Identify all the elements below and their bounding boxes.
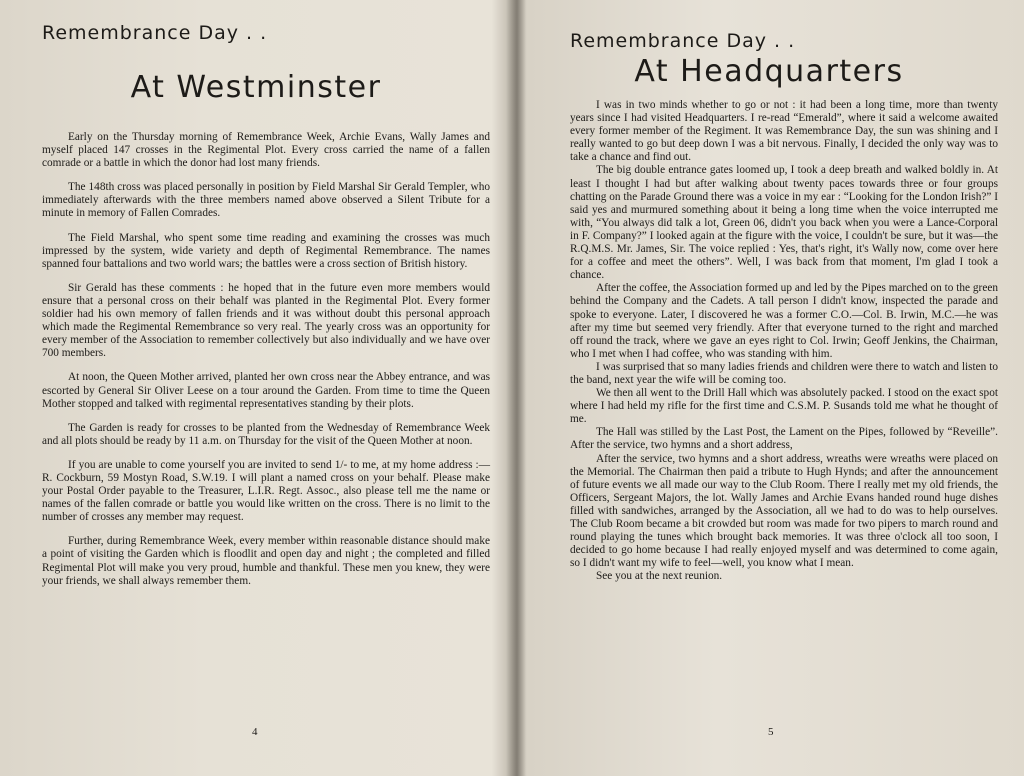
running-head: Remembrance Day . . — [42, 22, 268, 44]
right-page — [520, 0, 1024, 776]
paragraph: The Garden is ready for crosses to be planted from the Wednesday of Remembrance Week and all plots should be ready by 11 a.m. on Thursday for the visit of the Queen Mother at noon. — [42, 421, 490, 447]
paragraph: After the service, two hymns and a short address, wreaths were wreaths were placed on the Memorial. The Chairman then paid a tribute to Hugh Hynds; and after the announcement of future events we all made our way to the Club Room. There I really met my old friends, the Officers, Sergeant Majors, the lot. Wally James and Archie Evans handed round huge dishes filled with sandwiches, arranged by the Association, all we had to do was to help ourselves. The Club Room became a bit crowded but room was made for two pipers to march round and round playing the tunes which brought back memories. It was three o'clock all too soon, I decided to go home because I had really enjoyed myself and was determined to come again, so I didn't want my wife to feel—well, you know what I mean. — [570, 452, 998, 570]
paragraph: After the coffee, the Association formed up and led by the Pipes marched on to the green behind the Company and the Cadets. A tall person I didn't know, inspected the parade and spoke to everyone. Later, I discovered he was a former C.O.—Col. B. Irwin, M.C.—he was after my time but seemed very friendly. After that everyone turned to the right and marched off round the track, where we gave an eyes right to Col. Irwin; Geoff Jenkins, the Chairman, who I met when I had coffee, who was standing with him. — [570, 282, 998, 360]
paragraph: We then all went to the Drill Hall which was absolutely packed. I stood on the exact spot where I had held my rifle for the first time and C.S.M. P. Susands told me what he thought of me. — [570, 387, 998, 426]
article-body — [570, 99, 998, 583]
running-head: Remembrance Day . . — [570, 30, 796, 52]
article-title: At Headquarters — [634, 54, 904, 89]
paragraph: Sir Gerald has these comments : he hoped that in the future even more members would ensure that a personal cross on their behalf was planted in the Regimental Plot. Every former soldier had his own memory of fallen friends and it was without doubt this personal approach which made the Regimental Remembrance so very real. The yearly cross was an opportunity for every member of the Association to remember collectively but also individually and we have over 700 members. — [42, 281, 490, 360]
paragraph: I was surprised that so many ladies friends and children were there to watch and listen to the band, next year the wife will be coming too. — [570, 360, 998, 386]
paragraph: If you are unable to come yourself you are invited to send 1/- to me, at my home address :— R. Cockburn, 59 Mostyn Road, S.W.19. I will plant a named cross on your behalf. Please make your Postal Order payable to the Treasurer, L.I.R. Regt. Assoc., also please tell me the name or names of the fallen comrade or battle you would like written on the cross. There is no limit to the number of crosses any member may request. — [42, 458, 490, 524]
page-number: 4 — [252, 726, 258, 738]
paragraph: The big double entrance gates loomed up, I took a deep breath and walked boldly in. At least I thought I had but after walking about twenty paces towards three or four groups chatting on the Parade Ground there was a voice in my ear : “Looking for the London Irish?” I said yes and murmured something about it being a long time when the voice interrupted me with, “You always did talk a lot, Green 06, didn't you back when you were a Lance-Corporal in F. Company?” I looked again at the figure with the voice, I couldn't be sure, but it was—the R.Q.M.S. Mr. James, Sir. The voice replied : Yes, that's right, it's Wally now, come over here for a coffee and meet the others”. Well, I was back from that moment, I'm glad I took a chance. — [570, 164, 998, 282]
article-body — [42, 131, 490, 588]
paragraph: See you at the next reunion. — [596, 570, 723, 583]
paragraph: Further, during Remembrance Week, every member within reasonable distance should make a point of visiting the Garden which is floodlit and open day and night ; the completed and filled Regimental Plot will make you very proud, humble and thankful. These men you knew, they were your friends, we shall always remember them. — [42, 535, 490, 587]
article-title: At Westminster — [130, 70, 382, 105]
page-number: 5 — [768, 726, 774, 738]
paragraph: At noon, the Queen Mother arrived, planted her own cross near the Abbey entrance, and was escorted by General Sir Oliver Leese on a tour around the Garden. From time to time the Queen Mother stopped and talked with regimental representatives standing by their plots. — [42, 371, 490, 410]
paragraph: Early on the Thursday morning of Remembrance Week, Archie Evans, Wally James and myself placed 147 crosses in the Regimental Plot. Every cross carried the name of a fallen comrade or a battle in which the donor had lost many friends. — [42, 131, 490, 170]
paragraph: The Hall was stilled by the Last Post, the Lament on the Pipes, followed by “Reveille”. After the service, two hymns and a short address, — [570, 426, 998, 452]
left-page — [0, 0, 510, 776]
paragraph: I was in two minds whether to go or not : it had been a long time, more than twenty years since I had visited Headquarters. I re-read “Emerald”, where it said a welcome awaited every former member of the Regiment. It was Remembrance Day, the sun was shining and I really wanted to go but deep down I was a bit nervous. Finally, I decided the only way was to take a chance and find out. — [570, 99, 998, 164]
paragraph: The Field Marshal, who spent some time reading and examining the crosses was much impressed by the system, wide variety and depth of Regimental Remembrance. The names spanned four battalions and two world wars; the battles were a cross section of British history. — [42, 231, 490, 270]
paragraph: The 148th cross was placed personally in position by Field Marshal Sir Gerald Templer, who immediately afterwards with the three members named above observed a Silent Tribute for a minute in memory of Fallen Comrades. — [42, 181, 490, 220]
